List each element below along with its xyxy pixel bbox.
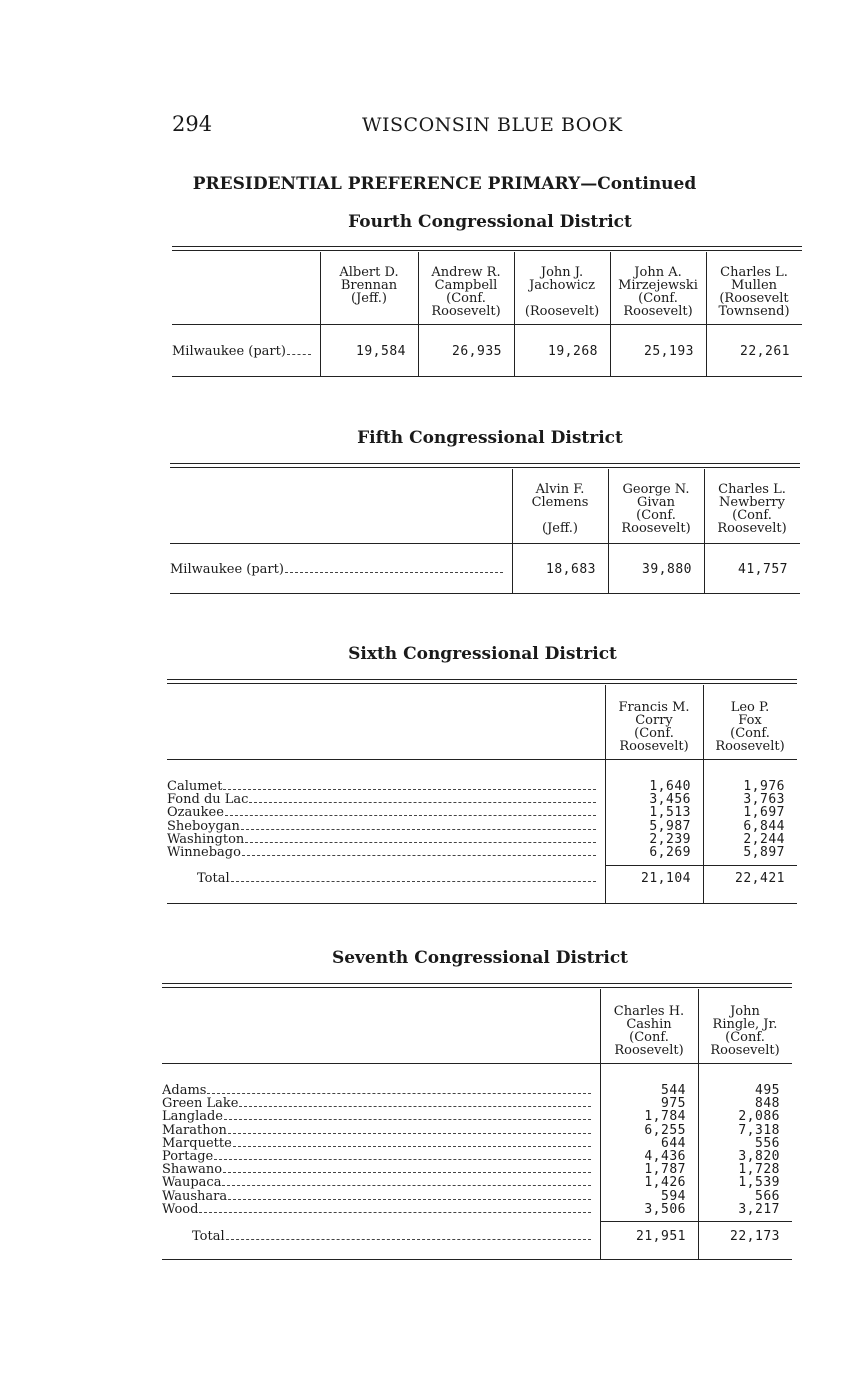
cell-value: 1,787 <box>644 1162 686 1178</box>
column-header-line: Roosevelt) <box>717 521 787 536</box>
column-header-line: Givan <box>636 495 675 510</box>
column-header <box>605 701 703 753</box>
cell-value: 975 <box>661 1096 686 1112</box>
row-label-text: Washington <box>167 831 245 847</box>
cell-value: 7,318 <box>738 1122 780 1138</box>
column-header <box>600 1005 698 1057</box>
total-rule <box>600 1221 792 1222</box>
cell-value: 1,784 <box>644 1109 686 1125</box>
leader-dots <box>242 855 596 856</box>
cell-value: 22,261 <box>740 344 790 359</box>
column-header <box>512 483 608 535</box>
column-header <box>704 483 800 535</box>
total-value: 21,951 <box>636 1229 686 1244</box>
total-rule <box>605 865 797 866</box>
column-header-line: Albert D. <box>339 265 399 280</box>
fifth-district-title: Fifth Congressional District <box>357 428 623 448</box>
column-header-line: Fox <box>738 713 762 728</box>
leader-dots <box>225 815 596 816</box>
leader-dots <box>223 789 596 790</box>
cell-value: 41,757 <box>738 562 788 577</box>
total-value: 22,173 <box>730 1229 780 1244</box>
cell-value: 495 <box>755 1083 780 1098</box>
row-label-text: Ozaukee <box>167 805 224 821</box>
leader-dots <box>228 1199 591 1200</box>
total-label <box>162 1229 594 1244</box>
column-header <box>320 266 418 305</box>
cell-value: 1,976 <box>743 779 785 794</box>
column-header-line: Mirzejewski <box>618 278 698 293</box>
column-header-line: Roosevelt) <box>431 304 501 319</box>
top-double-rule <box>162 983 792 988</box>
cell-value: 2,086 <box>738 1109 780 1125</box>
total-value: 21,104 <box>641 871 691 886</box>
column-header-line: (Conf. <box>725 1030 765 1045</box>
leader-dots <box>241 829 596 830</box>
cell-value: 2,239 <box>649 831 691 847</box>
row-label-text: Fond du Lac <box>167 792 249 808</box>
column-header <box>706 266 802 318</box>
running-head: WISCONSIN BLUE BOOK <box>362 114 623 136</box>
cell-value: 3,217 <box>738 1201 780 1217</box>
column-header-line: (Conf. <box>446 291 486 306</box>
column-header-line: Roosevelt) <box>614 1043 684 1058</box>
cell-value: 39,880 <box>642 562 692 577</box>
total-value: 22,421 <box>735 871 785 886</box>
seventh-district-table <box>162 983 792 1261</box>
cell-value: 3,820 <box>738 1149 780 1164</box>
cell-value: 6,255 <box>644 1122 686 1138</box>
column-header-line: Charles L. <box>718 482 786 497</box>
cell-value: 25,193 <box>644 344 694 359</box>
column-header-line: John A. <box>634 265 682 280</box>
row-label-text: Marathon <box>162 1122 227 1138</box>
row-label-text: Winnebago <box>167 845 241 860</box>
column-header-line: John <box>730 1004 760 1019</box>
leader-dots <box>224 1119 591 1120</box>
sixth-district-table <box>167 679 797 905</box>
cell-value: 594 <box>661 1188 686 1204</box>
cell-value: 19,268 <box>548 344 598 359</box>
leader-dots <box>222 1185 591 1186</box>
cell-value: 544 <box>661 1083 686 1098</box>
leader-dots <box>228 1133 591 1134</box>
cell-value: 3,456 <box>649 792 691 808</box>
leader-dots <box>239 1106 591 1107</box>
column-header-line: Francis M. <box>618 700 690 715</box>
sixth-district-title: Sixth Congressional District <box>348 644 617 664</box>
row-label-text: Milwaukee (part) <box>170 562 284 577</box>
row-label-text: Milwaukee (part) <box>172 344 286 359</box>
fourth-district-title: Fourth Congressional District <box>348 212 632 232</box>
column-header-line: (Conf. <box>636 508 676 523</box>
column-header-line: Roosevelt) <box>619 739 689 754</box>
cell-value: 1,513 <box>649 805 691 821</box>
total-label-text: Total <box>192 1229 225 1244</box>
row-label-text: Wood <box>162 1201 199 1217</box>
cell-value: 6,269 <box>649 845 691 860</box>
row-label-text: Portage <box>162 1149 214 1164</box>
column-header-line: (Conf. <box>629 1030 669 1045</box>
column-header <box>703 701 797 753</box>
cell-value: 1,640 <box>649 779 691 794</box>
total-label-text: Total <box>197 871 230 886</box>
column-header-line: Roosevelt) <box>621 521 691 536</box>
leader-dots <box>287 354 311 355</box>
column-header-line: Ringle, Jr. <box>712 1017 778 1032</box>
column-header-line: Leo P. <box>730 700 770 715</box>
cell-value: 556 <box>755 1135 780 1151</box>
top-double-rule <box>167 679 797 684</box>
cell-value: 5,897 <box>743 845 785 860</box>
total-label <box>167 871 599 886</box>
row-label <box>167 845 599 860</box>
column-header-line: George N. <box>622 482 690 497</box>
column-header <box>608 483 704 535</box>
cell-value: 26,935 <box>452 344 502 359</box>
row-label-text: Green Lake <box>162 1096 239 1112</box>
leader-dots <box>199 1212 591 1213</box>
column-header-line: Townsend) <box>718 304 790 319</box>
row-label-text: Waushara <box>162 1188 228 1204</box>
column-header-line: (Jeff.) <box>351 291 387 306</box>
cell-value: 18,683 <box>546 562 596 577</box>
column-header-line: Brennan <box>340 278 398 293</box>
leader-dots <box>285 572 503 573</box>
column-header-line: John J. <box>540 265 584 280</box>
column-header-line: Mullen <box>730 278 778 293</box>
cell-value: 4,436 <box>644 1149 686 1164</box>
column-header-line: Roosevelt) <box>623 304 693 319</box>
fifth-district-table <box>170 463 800 595</box>
leader-dots <box>249 802 596 803</box>
column-header-line: Roosevelt) <box>710 1043 780 1058</box>
row-label-text: Marquette <box>162 1135 232 1151</box>
bottom-rule <box>167 903 797 904</box>
row-label-text: Shawano <box>162 1162 223 1178</box>
bottom-rule <box>172 376 802 377</box>
cell-value: 6,844 <box>743 818 785 834</box>
row-label-text: Calumet <box>167 779 223 794</box>
column-header-line: (Conf. <box>732 508 772 523</box>
page-number: 294 <box>172 112 213 136</box>
column-header-line: Charles H. <box>613 1004 685 1019</box>
top-double-rule <box>172 246 802 251</box>
column-header-line: (Conf. <box>634 726 674 741</box>
column-header-line: (Conf. <box>638 291 678 306</box>
header-rule <box>172 324 802 325</box>
seventh-district-title: Seventh Congressional District <box>331 948 629 968</box>
cell-value: 644 <box>661 1135 686 1151</box>
cell-value: 1,426 <box>644 1175 686 1191</box>
page-title: PRESIDENTIAL PREFERENCE PRIMARY—Continued <box>192 174 697 194</box>
column-header <box>698 1005 792 1057</box>
cell-value: 566 <box>755 1188 780 1204</box>
leader-dots <box>214 1159 591 1160</box>
leader-dots <box>223 1172 591 1173</box>
fourth-district-table <box>172 246 802 378</box>
column-header-line: (Roosevelt <box>719 291 789 306</box>
row-label-text: Adams <box>162 1083 207 1098</box>
row-label-text: Sheboygan <box>167 818 240 834</box>
cell-value: 1,728 <box>738 1162 780 1178</box>
header-rule <box>170 543 800 544</box>
column-header-line: Corry <box>635 713 673 728</box>
cell-value: 1,539 <box>738 1175 780 1191</box>
column-header <box>610 266 706 318</box>
column-header <box>514 266 610 318</box>
column-header-line: (Conf. <box>730 726 770 741</box>
row-label <box>172 344 314 359</box>
cell-value: 5,987 <box>649 818 691 834</box>
column-header-line: Cashin <box>626 1017 672 1032</box>
column-header <box>418 266 514 318</box>
row-label <box>162 1202 594 1217</box>
cell-value: 3,763 <box>743 792 785 808</box>
top-double-rule <box>170 463 800 468</box>
row-label <box>170 562 506 577</box>
column-header-line: Andrew R. <box>431 265 501 280</box>
row-label-text: Waupaca <box>162 1175 222 1191</box>
bottom-rule <box>162 1259 792 1260</box>
leader-dots <box>226 1239 591 1240</box>
column-header-line: (Jeff.) <box>542 521 578 536</box>
leader-dots <box>207 1093 591 1094</box>
column-header-line: Jachowicz <box>529 278 595 293</box>
column-header-line: Charles L. <box>720 265 788 280</box>
column-header-line: Roosevelt) <box>715 739 785 754</box>
cell-value: 3,506 <box>644 1201 686 1217</box>
column-header-line: Newberry <box>719 495 785 510</box>
column-header-line: Campbell <box>434 278 498 293</box>
cell-value: 19,584 <box>356 344 406 359</box>
column-header-line: Alvin F. <box>535 482 585 497</box>
cell-value: 1,697 <box>743 805 785 821</box>
leader-dots <box>233 1146 591 1147</box>
row-label-text: Langlade <box>162 1109 224 1125</box>
leader-dots <box>245 842 596 843</box>
column-header-line: Clemens <box>531 495 589 510</box>
leader-dots <box>231 881 596 882</box>
column-header-line: (Roosevelt) <box>524 304 600 319</box>
cell-value: 848 <box>755 1096 780 1112</box>
cell-value: 2,244 <box>743 831 785 847</box>
bottom-rule <box>170 593 800 594</box>
